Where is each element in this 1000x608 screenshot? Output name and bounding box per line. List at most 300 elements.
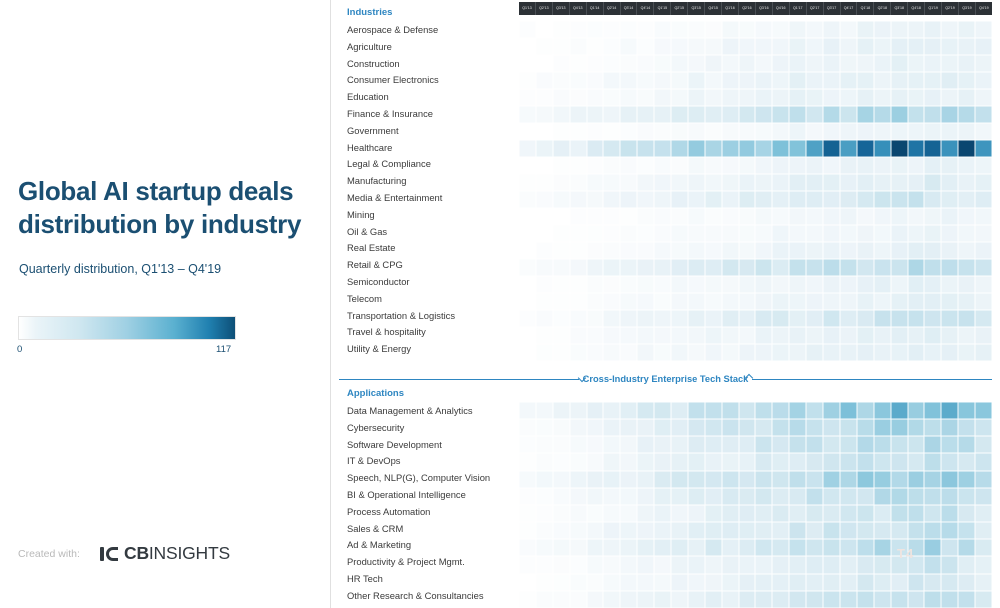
heatmap-cell[interactable]	[519, 174, 536, 191]
heatmap-cell[interactable]	[553, 453, 570, 470]
heatmap-cell[interactable]	[823, 225, 840, 242]
heatmap-cell[interactable]	[637, 106, 654, 123]
heatmap-cell[interactable]	[705, 556, 722, 573]
heatmap-cell[interactable]	[739, 293, 756, 310]
heatmap-cell[interactable]	[536, 276, 553, 293]
heatmap-cell[interactable]	[908, 453, 925, 470]
heatmap-cell[interactable]	[975, 191, 992, 208]
heatmap-cell[interactable]	[519, 327, 536, 344]
heatmap-cell[interactable]	[603, 89, 620, 106]
heatmap-cell[interactable]	[823, 522, 840, 539]
heatmap-cell[interactable]	[553, 72, 570, 89]
heatmap-cell[interactable]	[908, 174, 925, 191]
heatmap-cell[interactable]	[941, 38, 958, 55]
heatmap-cell[interactable]	[891, 471, 908, 488]
heatmap-cell[interactable]	[789, 327, 806, 344]
heatmap-cell[interactable]	[705, 21, 722, 38]
heatmap-cell[interactable]	[874, 123, 891, 140]
heatmap-cell[interactable]	[806, 38, 823, 55]
heatmap-cell[interactable]	[739, 522, 756, 539]
heatmap-cell[interactable]	[908, 574, 925, 591]
heatmap-cell[interactable]	[739, 471, 756, 488]
heatmap-cell[interactable]	[587, 259, 604, 276]
heatmap-cell[interactable]	[755, 488, 772, 505]
heatmap-cell[interactable]	[553, 574, 570, 591]
heatmap-cell[interactable]	[908, 140, 925, 157]
heatmap-cell[interactable]	[772, 208, 789, 225]
heatmap-cell[interactable]	[823, 72, 840, 89]
heatmap-cell[interactable]	[840, 123, 857, 140]
heatmap-cell[interactable]	[857, 140, 874, 157]
heatmap-cell[interactable]	[587, 556, 604, 573]
heatmap-cell[interactable]	[722, 488, 739, 505]
heatmap-cell[interactable]	[755, 419, 772, 436]
heatmap-cell[interactable]	[857, 436, 874, 453]
heatmap-cell[interactable]	[772, 436, 789, 453]
heatmap-cell[interactable]	[587, 123, 604, 140]
heatmap-cell[interactable]	[603, 293, 620, 310]
heatmap-cell[interactable]	[874, 55, 891, 72]
heatmap-cell[interactable]	[637, 157, 654, 174]
heatmap-cell[interactable]	[908, 436, 925, 453]
heatmap-cell[interactable]	[637, 539, 654, 556]
heatmap-cell[interactable]	[772, 539, 789, 556]
heatmap-cell[interactable]	[840, 225, 857, 242]
heatmap-cell[interactable]	[536, 38, 553, 55]
heatmap-cell[interactable]	[688, 259, 705, 276]
heatmap-cell[interactable]	[806, 276, 823, 293]
heatmap-cell[interactable]	[789, 259, 806, 276]
heatmap-cell[interactable]	[637, 276, 654, 293]
heatmap-cell[interactable]	[908, 89, 925, 106]
heatmap-cell[interactable]	[772, 471, 789, 488]
heatmap-cell[interactable]	[975, 293, 992, 310]
heatmap-cell[interactable]	[654, 436, 671, 453]
heatmap-cell[interactable]	[519, 55, 536, 72]
heatmap-cell[interactable]	[519, 242, 536, 259]
heatmap-cell[interactable]	[772, 591, 789, 608]
heatmap-cell[interactable]	[789, 72, 806, 89]
heatmap-cell[interactable]	[570, 402, 587, 419]
heatmap-cell[interactable]	[637, 327, 654, 344]
heatmap-cell[interactable]	[891, 453, 908, 470]
heatmap-cell[interactable]	[789, 89, 806, 106]
heatmap-cell[interactable]	[840, 453, 857, 470]
heatmap-cell[interactable]	[840, 38, 857, 55]
heatmap-cell[interactable]	[891, 522, 908, 539]
heatmap-cell[interactable]	[570, 539, 587, 556]
heatmap-cell[interactable]	[857, 574, 874, 591]
heatmap-cell[interactable]	[688, 72, 705, 89]
heatmap-cell[interactable]	[806, 191, 823, 208]
heatmap-cell[interactable]	[755, 106, 772, 123]
heatmap-cell[interactable]	[975, 453, 992, 470]
heatmap-cell[interactable]	[688, 157, 705, 174]
heatmap-cell[interactable]	[637, 225, 654, 242]
heatmap-cell[interactable]	[587, 522, 604, 539]
heatmap-cell[interactable]	[941, 174, 958, 191]
heatmap-cell[interactable]	[654, 574, 671, 591]
heatmap-cell[interactable]	[772, 191, 789, 208]
heatmap-cell[interactable]	[536, 89, 553, 106]
heatmap-cell[interactable]	[519, 344, 536, 361]
heatmap-cell[interactable]	[587, 436, 604, 453]
heatmap-cell[interactable]	[891, 310, 908, 327]
heatmap-cell[interactable]	[755, 505, 772, 522]
heatmap-cell[interactable]	[671, 276, 688, 293]
heatmap-cell[interactable]	[739, 123, 756, 140]
heatmap-cell[interactable]	[857, 488, 874, 505]
heatmap-cell[interactable]	[908, 471, 925, 488]
heatmap-cell[interactable]	[958, 556, 975, 573]
heatmap-cell[interactable]	[519, 522, 536, 539]
heatmap-cell[interactable]	[603, 344, 620, 361]
heatmap-cell[interactable]	[536, 505, 553, 522]
heatmap-cell[interactable]	[620, 276, 637, 293]
heatmap-cell[interactable]	[519, 72, 536, 89]
heatmap-cell[interactable]	[958, 72, 975, 89]
heatmap-cell[interactable]	[587, 574, 604, 591]
heatmap-cell[interactable]	[806, 591, 823, 608]
heatmap-cell[interactable]	[975, 259, 992, 276]
heatmap-cell[interactable]	[924, 402, 941, 419]
heatmap-cell[interactable]	[924, 72, 941, 89]
heatmap-cell[interactable]	[671, 191, 688, 208]
heatmap-cell[interactable]	[891, 123, 908, 140]
heatmap-cell[interactable]	[941, 505, 958, 522]
heatmap-cell[interactable]	[941, 522, 958, 539]
heatmap-cell[interactable]	[958, 191, 975, 208]
heatmap-cell[interactable]	[739, 259, 756, 276]
heatmap-cell[interactable]	[823, 123, 840, 140]
heatmap-cell[interactable]	[857, 225, 874, 242]
heatmap-cell[interactable]	[924, 106, 941, 123]
heatmap-cell[interactable]	[570, 522, 587, 539]
heatmap-cell[interactable]	[637, 89, 654, 106]
heatmap-cell[interactable]	[688, 174, 705, 191]
heatmap-cell[interactable]	[722, 419, 739, 436]
heatmap-cell[interactable]	[603, 310, 620, 327]
heatmap-cell[interactable]	[840, 436, 857, 453]
heatmap-cell[interactable]	[671, 38, 688, 55]
heatmap-cell[interactable]	[739, 344, 756, 361]
heatmap-cell[interactable]	[857, 123, 874, 140]
heatmap-cell[interactable]	[924, 591, 941, 608]
heatmap-cell[interactable]	[755, 539, 772, 556]
heatmap-cell[interactable]	[941, 327, 958, 344]
heatmap-cell[interactable]	[671, 174, 688, 191]
heatmap-cell[interactable]	[620, 259, 637, 276]
heatmap-cell[interactable]	[688, 21, 705, 38]
heatmap-cell[interactable]	[739, 591, 756, 608]
heatmap-cell[interactable]	[840, 591, 857, 608]
heatmap-cell[interactable]	[874, 242, 891, 259]
heatmap-cell[interactable]	[722, 276, 739, 293]
heatmap-cell[interactable]	[789, 55, 806, 72]
heatmap-cell[interactable]	[603, 208, 620, 225]
heatmap-cell[interactable]	[587, 453, 604, 470]
heatmap-cell[interactable]	[958, 55, 975, 72]
heatmap-cell[interactable]	[941, 225, 958, 242]
heatmap-cell[interactable]	[840, 242, 857, 259]
heatmap-cell[interactable]	[519, 225, 536, 242]
heatmap-cell[interactable]	[755, 436, 772, 453]
heatmap-cell[interactable]	[620, 436, 637, 453]
heatmap-cell[interactable]	[705, 574, 722, 591]
heatmap-cell[interactable]	[924, 157, 941, 174]
heatmap-cell[interactable]	[958, 208, 975, 225]
heatmap-cell[interactable]	[941, 453, 958, 470]
heatmap-cell[interactable]	[620, 505, 637, 522]
heatmap-cell[interactable]	[688, 242, 705, 259]
heatmap-cell[interactable]	[553, 539, 570, 556]
heatmap-cell[interactable]	[941, 157, 958, 174]
heatmap-cell[interactable]	[806, 556, 823, 573]
heatmap-cell[interactable]	[908, 505, 925, 522]
heatmap-cell[interactable]	[705, 293, 722, 310]
heatmap-cell[interactable]	[570, 55, 587, 72]
heatmap-cell[interactable]	[570, 140, 587, 157]
heatmap-cell[interactable]	[722, 591, 739, 608]
heatmap-cell[interactable]	[637, 419, 654, 436]
heatmap-cell[interactable]	[722, 89, 739, 106]
heatmap-cell[interactable]	[772, 344, 789, 361]
heatmap-cell[interactable]	[739, 157, 756, 174]
heatmap-cell[interactable]	[874, 174, 891, 191]
heatmap-cell[interactable]	[587, 344, 604, 361]
heatmap-cell[interactable]	[874, 38, 891, 55]
heatmap-cell[interactable]	[857, 208, 874, 225]
heatmap-cell[interactable]	[874, 140, 891, 157]
heatmap-cell[interactable]	[637, 310, 654, 327]
heatmap-cell[interactable]	[840, 327, 857, 344]
heatmap-cell[interactable]	[705, 522, 722, 539]
heatmap-cell[interactable]	[840, 276, 857, 293]
heatmap-cell[interactable]	[772, 505, 789, 522]
heatmap-cell[interactable]	[722, 174, 739, 191]
heatmap-cell[interactable]	[620, 419, 637, 436]
heatmap-cell[interactable]	[857, 293, 874, 310]
heatmap-cell[interactable]	[857, 72, 874, 89]
heatmap-cell[interactable]	[536, 344, 553, 361]
heatmap-cell[interactable]	[637, 453, 654, 470]
heatmap-cell[interactable]	[823, 140, 840, 157]
heatmap-cell[interactable]	[688, 574, 705, 591]
heatmap-cell[interactable]	[739, 402, 756, 419]
heatmap-cell[interactable]	[570, 242, 587, 259]
heatmap-cell[interactable]	[755, 21, 772, 38]
heatmap-cell[interactable]	[722, 38, 739, 55]
heatmap-cell[interactable]	[941, 276, 958, 293]
heatmap-cell[interactable]	[975, 344, 992, 361]
heatmap-cell[interactable]	[620, 55, 637, 72]
heatmap-cell[interactable]	[570, 471, 587, 488]
heatmap-cell[interactable]	[924, 259, 941, 276]
heatmap-cell[interactable]	[924, 21, 941, 38]
heatmap-cell[interactable]	[975, 89, 992, 106]
heatmap-cell[interactable]	[789, 191, 806, 208]
heatmap-cell[interactable]	[874, 436, 891, 453]
heatmap-cell[interactable]	[536, 242, 553, 259]
heatmap-cell[interactable]	[857, 106, 874, 123]
heatmap-cell[interactable]	[772, 419, 789, 436]
heatmap-cell[interactable]	[536, 225, 553, 242]
heatmap-cell[interactable]	[975, 522, 992, 539]
heatmap-cell[interactable]	[739, 556, 756, 573]
heatmap-cell[interactable]	[637, 72, 654, 89]
heatmap-cell[interactable]	[924, 140, 941, 157]
heatmap-cell[interactable]	[823, 556, 840, 573]
heatmap-cell[interactable]	[941, 556, 958, 573]
heatmap-cell[interactable]	[840, 174, 857, 191]
heatmap-cell[interactable]	[587, 276, 604, 293]
heatmap-cell[interactable]	[975, 157, 992, 174]
heatmap-cell[interactable]	[705, 419, 722, 436]
heatmap-cell[interactable]	[739, 574, 756, 591]
heatmap-cell[interactable]	[840, 539, 857, 556]
heatmap-cell[interactable]	[857, 591, 874, 608]
heatmap-cell[interactable]	[924, 471, 941, 488]
heatmap-cell[interactable]	[654, 402, 671, 419]
heatmap-cell[interactable]	[772, 327, 789, 344]
heatmap-cell[interactable]	[755, 174, 772, 191]
heatmap-cell[interactable]	[705, 89, 722, 106]
heatmap-cell[interactable]	[739, 140, 756, 157]
heatmap-cell[interactable]	[705, 276, 722, 293]
heatmap-cell[interactable]	[654, 191, 671, 208]
heatmap-cell[interactable]	[587, 157, 604, 174]
heatmap-cell[interactable]	[772, 89, 789, 106]
heatmap-cell[interactable]	[637, 471, 654, 488]
heatmap-cell[interactable]	[806, 402, 823, 419]
heatmap-cell[interactable]	[570, 293, 587, 310]
heatmap-cell[interactable]	[722, 344, 739, 361]
heatmap-cell[interactable]	[806, 453, 823, 470]
heatmap-cell[interactable]	[587, 106, 604, 123]
heatmap-cell[interactable]	[553, 140, 570, 157]
heatmap-cell[interactable]	[891, 259, 908, 276]
heatmap-cell[interactable]	[789, 505, 806, 522]
heatmap-cell[interactable]	[958, 259, 975, 276]
heatmap-cell[interactable]	[536, 21, 553, 38]
heatmap-cell[interactable]	[908, 402, 925, 419]
heatmap-cell[interactable]	[654, 55, 671, 72]
heatmap-cell[interactable]	[874, 157, 891, 174]
heatmap-cell[interactable]	[739, 225, 756, 242]
heatmap-cell[interactable]	[739, 191, 756, 208]
heatmap-cell[interactable]	[671, 123, 688, 140]
heatmap-cell[interactable]	[958, 276, 975, 293]
heatmap-cell[interactable]	[924, 539, 941, 556]
heatmap-cell[interactable]	[519, 471, 536, 488]
heatmap-cell[interactable]	[975, 591, 992, 608]
heatmap-cell[interactable]	[705, 488, 722, 505]
heatmap-cell[interactable]	[587, 191, 604, 208]
heatmap-cell[interactable]	[806, 505, 823, 522]
heatmap-cell[interactable]	[941, 574, 958, 591]
heatmap-cell[interactable]	[806, 225, 823, 242]
heatmap-cell[interactable]	[519, 539, 536, 556]
heatmap-cell[interactable]	[772, 242, 789, 259]
heatmap-cell[interactable]	[874, 276, 891, 293]
heatmap-cell[interactable]	[603, 242, 620, 259]
heatmap-cell[interactable]	[806, 436, 823, 453]
heatmap-cell[interactable]	[772, 106, 789, 123]
heatmap-cell[interactable]	[671, 539, 688, 556]
heatmap-cell[interactable]	[637, 55, 654, 72]
heatmap-cell[interactable]	[603, 225, 620, 242]
heatmap-cell[interactable]	[603, 505, 620, 522]
heatmap-cell[interactable]	[840, 505, 857, 522]
heatmap-cell[interactable]	[908, 208, 925, 225]
heatmap-cell[interactable]	[553, 106, 570, 123]
heatmap-cell[interactable]	[637, 574, 654, 591]
heatmap-cell[interactable]	[671, 259, 688, 276]
heatmap-cell[interactable]	[553, 123, 570, 140]
heatmap-cell[interactable]	[705, 72, 722, 89]
heatmap-cell[interactable]	[587, 505, 604, 522]
heatmap-cell[interactable]	[941, 123, 958, 140]
heatmap-cell[interactable]	[570, 38, 587, 55]
heatmap-cell[interactable]	[739, 21, 756, 38]
heatmap-cell[interactable]	[587, 488, 604, 505]
heatmap-cell[interactable]	[874, 21, 891, 38]
heatmap-cell[interactable]	[891, 38, 908, 55]
heatmap-cell[interactable]	[688, 106, 705, 123]
heatmap-cell[interactable]	[587, 208, 604, 225]
heatmap-cell[interactable]	[553, 242, 570, 259]
heatmap-cell[interactable]	[519, 293, 536, 310]
heatmap-cell[interactable]	[772, 276, 789, 293]
heatmap-cell[interactable]	[806, 72, 823, 89]
heatmap-cell[interactable]	[908, 157, 925, 174]
heatmap-cell[interactable]	[654, 21, 671, 38]
heatmap-cell[interactable]	[654, 225, 671, 242]
heatmap-cell[interactable]	[806, 242, 823, 259]
heatmap-cell[interactable]	[654, 419, 671, 436]
heatmap-cell[interactable]	[924, 191, 941, 208]
heatmap-cell[interactable]	[941, 471, 958, 488]
heatmap-cell[interactable]	[941, 89, 958, 106]
heatmap-cell[interactable]	[958, 123, 975, 140]
heatmap-cell[interactable]	[722, 505, 739, 522]
heatmap-cell[interactable]	[874, 259, 891, 276]
heatmap-cell[interactable]	[908, 488, 925, 505]
heatmap-cell[interactable]	[570, 310, 587, 327]
heatmap-cell[interactable]	[519, 259, 536, 276]
heatmap-cell[interactable]	[908, 293, 925, 310]
heatmap-cell[interactable]	[975, 123, 992, 140]
heatmap-cell[interactable]	[755, 471, 772, 488]
heatmap-cell[interactable]	[553, 344, 570, 361]
heatmap-cell[interactable]	[570, 157, 587, 174]
heatmap-cell[interactable]	[553, 259, 570, 276]
heatmap-cell[interactable]	[908, 310, 925, 327]
heatmap-cell[interactable]	[941, 72, 958, 89]
heatmap-cell[interactable]	[688, 344, 705, 361]
heatmap-cell[interactable]	[941, 259, 958, 276]
heatmap-cell[interactable]	[975, 38, 992, 55]
heatmap-cell[interactable]	[874, 344, 891, 361]
heatmap-cell[interactable]	[806, 344, 823, 361]
heatmap-cell[interactable]	[553, 402, 570, 419]
heatmap-cell[interactable]	[924, 344, 941, 361]
heatmap-cell[interactable]	[891, 191, 908, 208]
heatmap-cell[interactable]	[603, 21, 620, 38]
heatmap-cell[interactable]	[840, 140, 857, 157]
heatmap-cell[interactable]	[739, 539, 756, 556]
heatmap-cell[interactable]	[924, 208, 941, 225]
